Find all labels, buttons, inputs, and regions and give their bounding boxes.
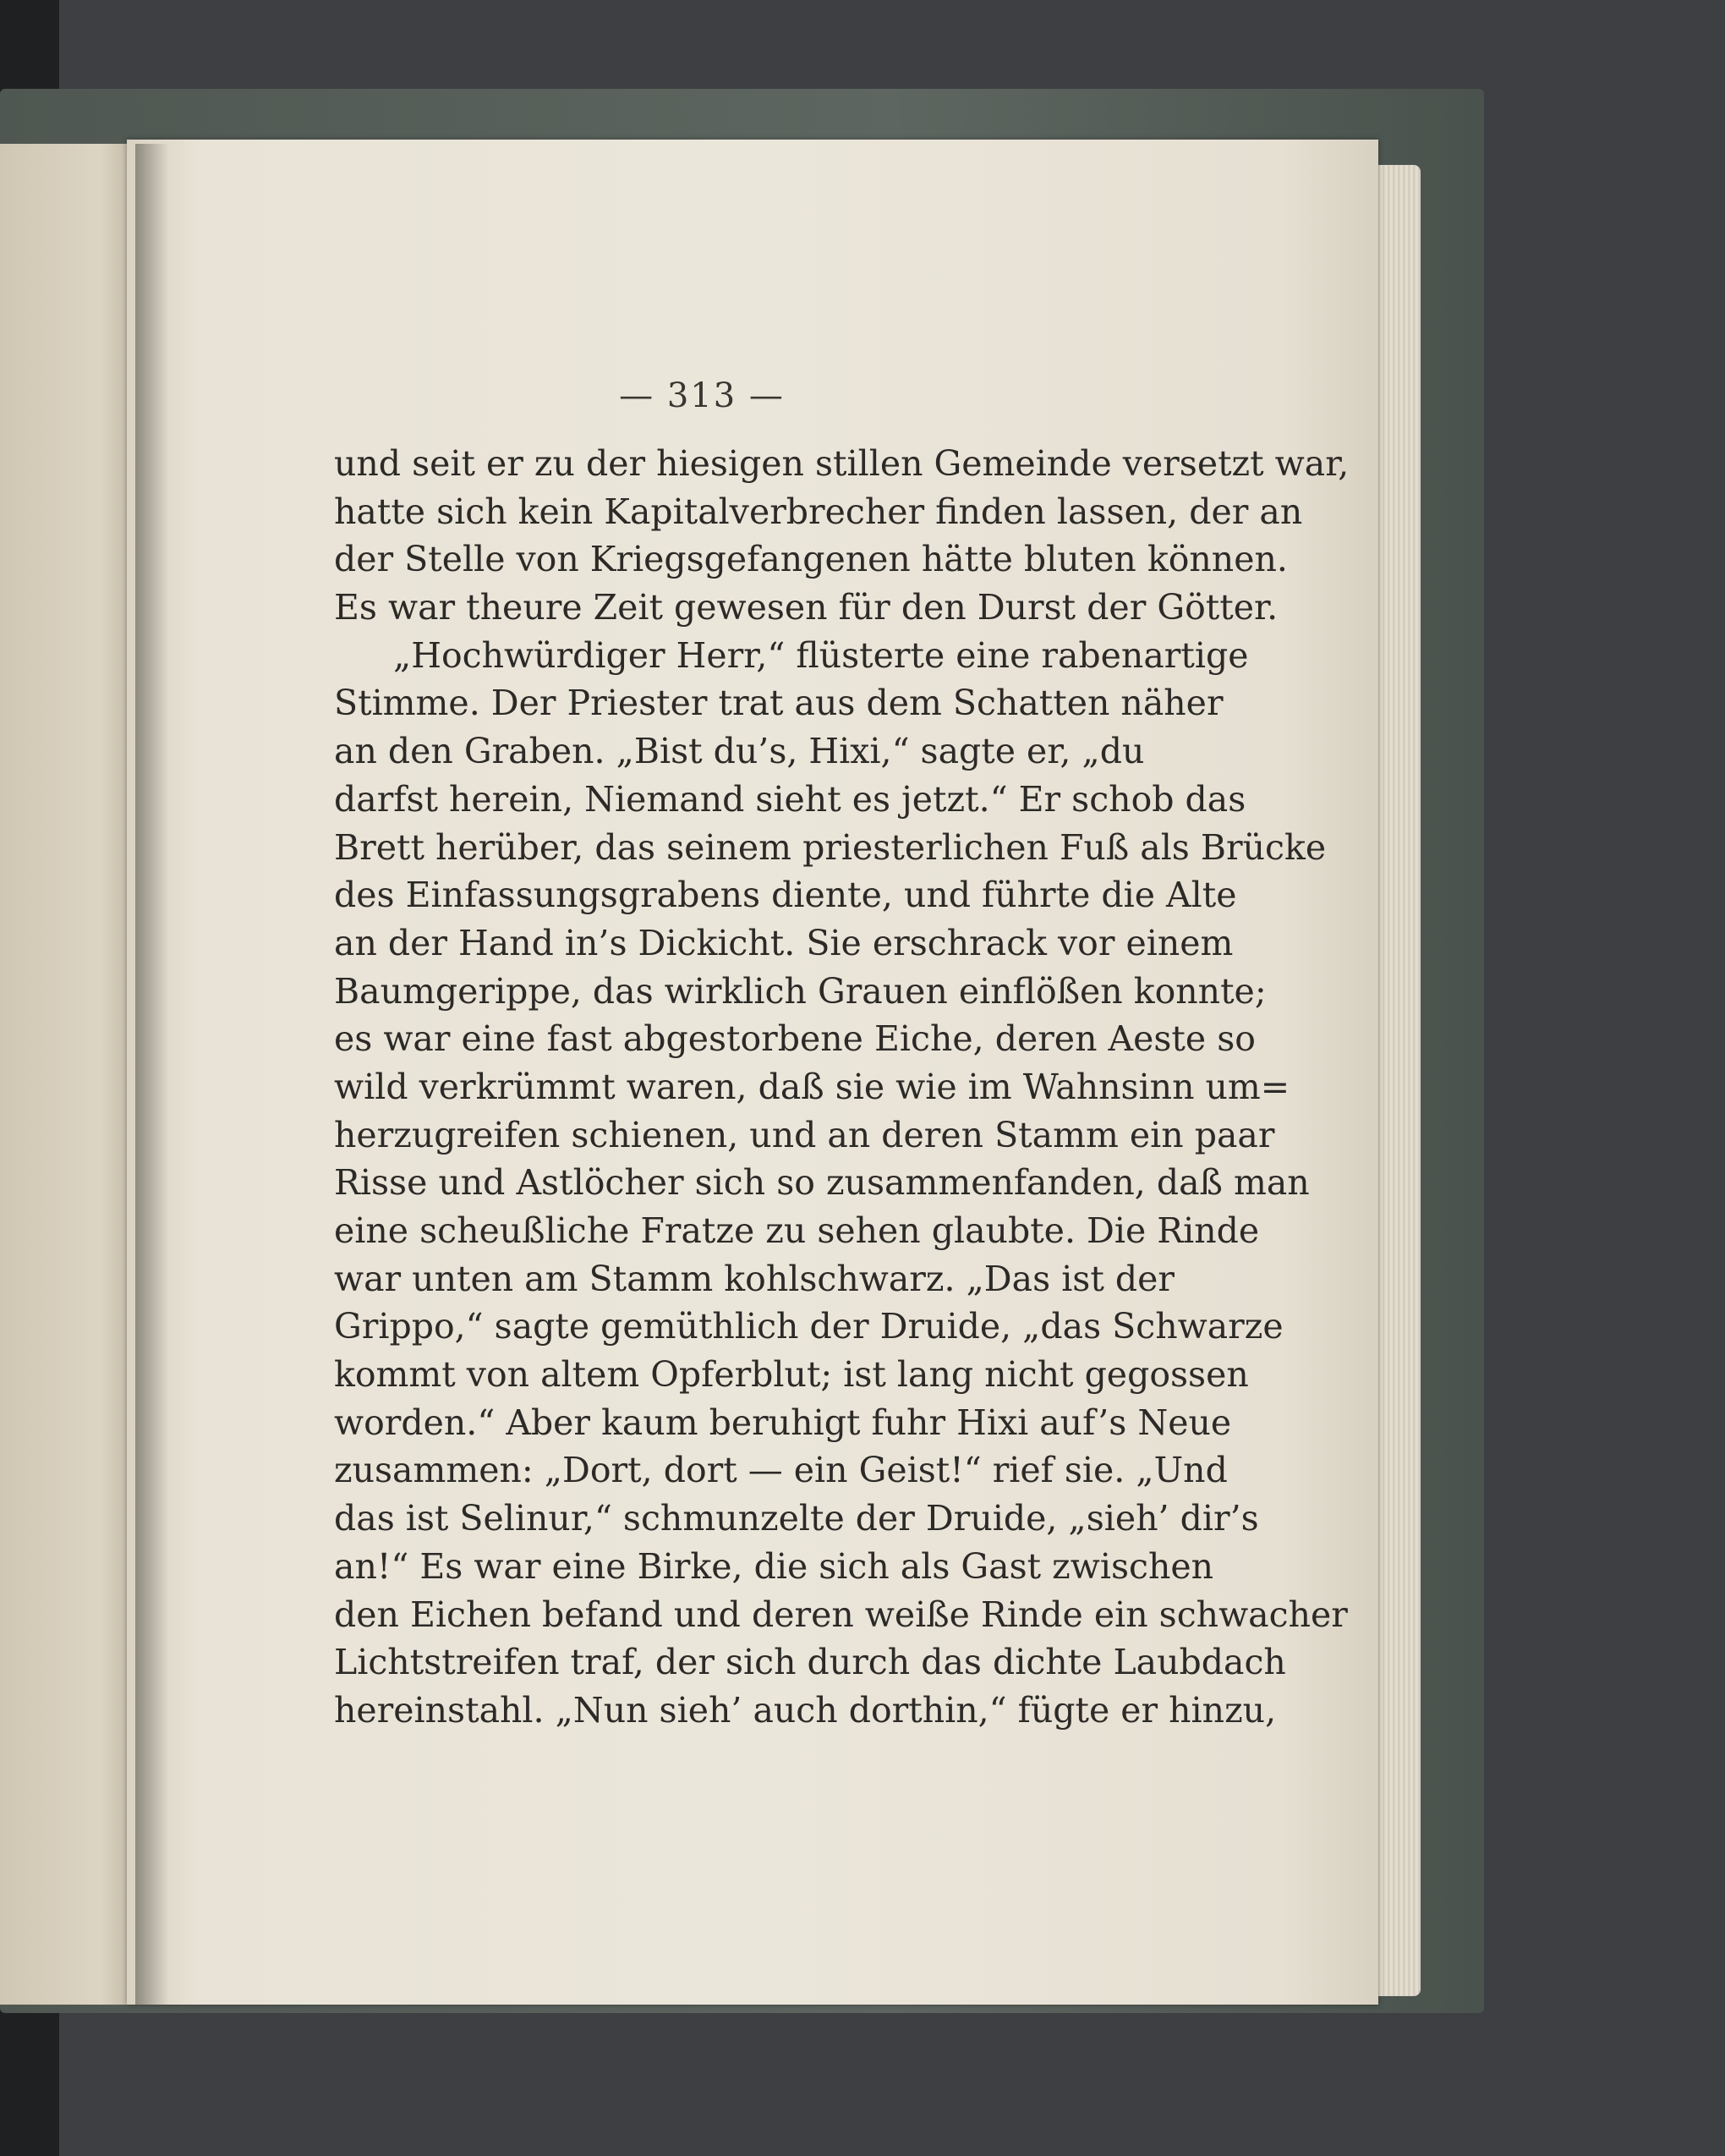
text-line: „Hochwürdiger Herr,“ flüsterte eine rabenartige xyxy=(393,634,1249,676)
text-line: das ist Selinur,“ schmunzelte der Druide, „sieh’ dir’s xyxy=(334,1498,1259,1539)
text-line: hatte sich kein Kapitalverbrecher finden lassen, der an xyxy=(334,491,1303,532)
text-line: kommt von altem Opferblut; ist lang nicht gegossen xyxy=(334,1354,1249,1396)
text-line: den Eichen befand und deren weiße Rinde ein schwacher xyxy=(334,1594,1348,1635)
text-line: zusammen: „Dort, dort — ein Geist!“ rief sie. „Und xyxy=(334,1450,1228,1491)
text-line: Es war theure Zeit gewesen für den Durst der Götter. xyxy=(334,587,1279,628)
page-number: — 313 — xyxy=(619,376,785,415)
text-line: des Einfassungsgrabens diente, und führte die Alte xyxy=(334,875,1237,916)
text-line: an!“ Es war eine Birke, die sich als Gast zwischen xyxy=(334,1545,1214,1587)
left-page-edge xyxy=(0,144,144,2005)
text-line: herzugreifen schienen, und an deren Stamm ein paar xyxy=(334,1114,1275,1155)
text-line: Grippo,“ sagte gemüthlich der Druide, „das Schwarze xyxy=(334,1306,1284,1347)
text-line: an den Graben. „Bist du’s, Hixi,“ sagte er, „du xyxy=(334,731,1145,772)
body-text xyxy=(334,440,1350,1735)
text-line: an der Hand in’s Dickicht. Sie erschrack vor einem xyxy=(334,922,1234,963)
text-line: wild verkrümmt waren, daß sie wie im Wahnsinn um= xyxy=(334,1066,1290,1107)
text-line: es war eine fast abgestorbene Eiche, deren Aeste so xyxy=(334,1018,1256,1060)
text-line: darfst herein, Niemand sieht es jetzt.“ Er schob das xyxy=(334,778,1246,820)
text-line: war unten am Stamm kohlschwarz. „Das ist der xyxy=(334,1258,1175,1299)
text-line: Brett herüber, das seinem priesterlichen Fuß als Brücke xyxy=(334,826,1327,868)
text-line: und seit er zu der hiesigen stillen Gemeinde versetzt war, xyxy=(334,443,1350,484)
text-line: Risse und Astlöcher sich so zusammenfanden, daß man xyxy=(334,1162,1310,1204)
text-line: Stimme. Der Priester trat aus dem Schatten näher xyxy=(334,683,1224,724)
spine-shadow xyxy=(135,144,169,2005)
text-line: eine scheußliche Fratze zu sehen glaubte. Die Rinde xyxy=(334,1210,1260,1251)
text-line: Lichtstreifen traf, der sich durch das dichte Laubdach xyxy=(334,1642,1286,1683)
text-line: hereinstahl. „Nun sieh’ auch dorthin,“ fügte er hinzu, xyxy=(334,1689,1277,1731)
text-line: Baumgerippe, das wirklich Grauen einflößen konnte; xyxy=(334,970,1267,1012)
text-line: der Stelle von Kriegsgefangenen hätte bluten können. xyxy=(334,539,1288,580)
text-line: worden.“ Aber kaum beruhigt fuhr Hixi auf’s Neue xyxy=(334,1402,1232,1443)
